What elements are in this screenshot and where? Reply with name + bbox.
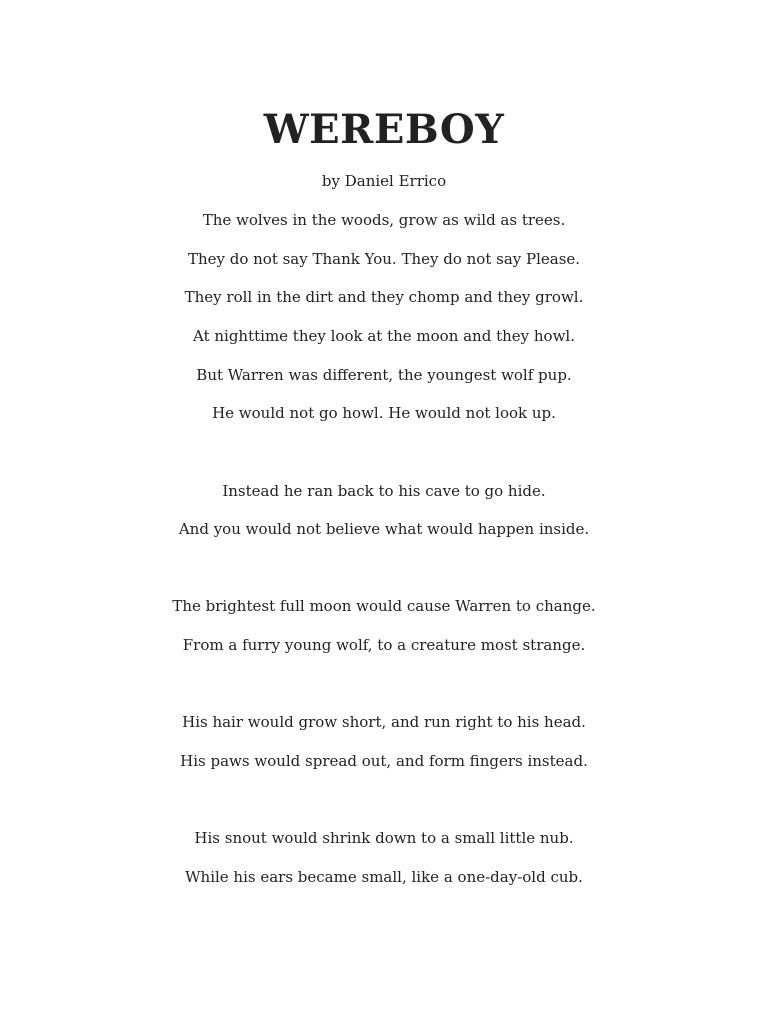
poem-line: His paws would spread out, and form fingers instead.: [180, 752, 588, 770]
poem-author: by Daniel Errico: [321, 172, 447, 190]
poem-line: The brightest full moon would cause Warren to change.: [172, 597, 596, 615]
poem-line: At nighttime they look at the moon and they howl.: [193, 327, 575, 345]
poem-line: The wolves in the woods, grow as wild as trees.: [202, 211, 566, 229]
poem-line: They roll in the dirt and they chomp and they growl.: [184, 288, 584, 306]
poem-line: His snout would shrink down to a small little nub.: [194, 829, 574, 847]
poem-line: His hair would grow short, and run right to his head.: [182, 713, 586, 731]
poem-line: And you would not believe what would happen inside.: [178, 520, 590, 538]
poem-line: Instead he ran back to his cave to go hide.: [222, 482, 546, 500]
poem-line: He would not go howl. He would not look up.: [212, 404, 556, 422]
poem-line: From a furry young wolf, to a creature most strange.: [182, 636, 586, 654]
poem-line: They do not say Thank You. They do not say Please.: [187, 250, 581, 268]
poem-line: While his ears became small, like a one-day-old cub.: [185, 868, 583, 886]
poem-line: But Warren was different, the youngest wolf pup.: [196, 366, 572, 384]
poem-title: WEREBOY: [263, 106, 505, 153]
